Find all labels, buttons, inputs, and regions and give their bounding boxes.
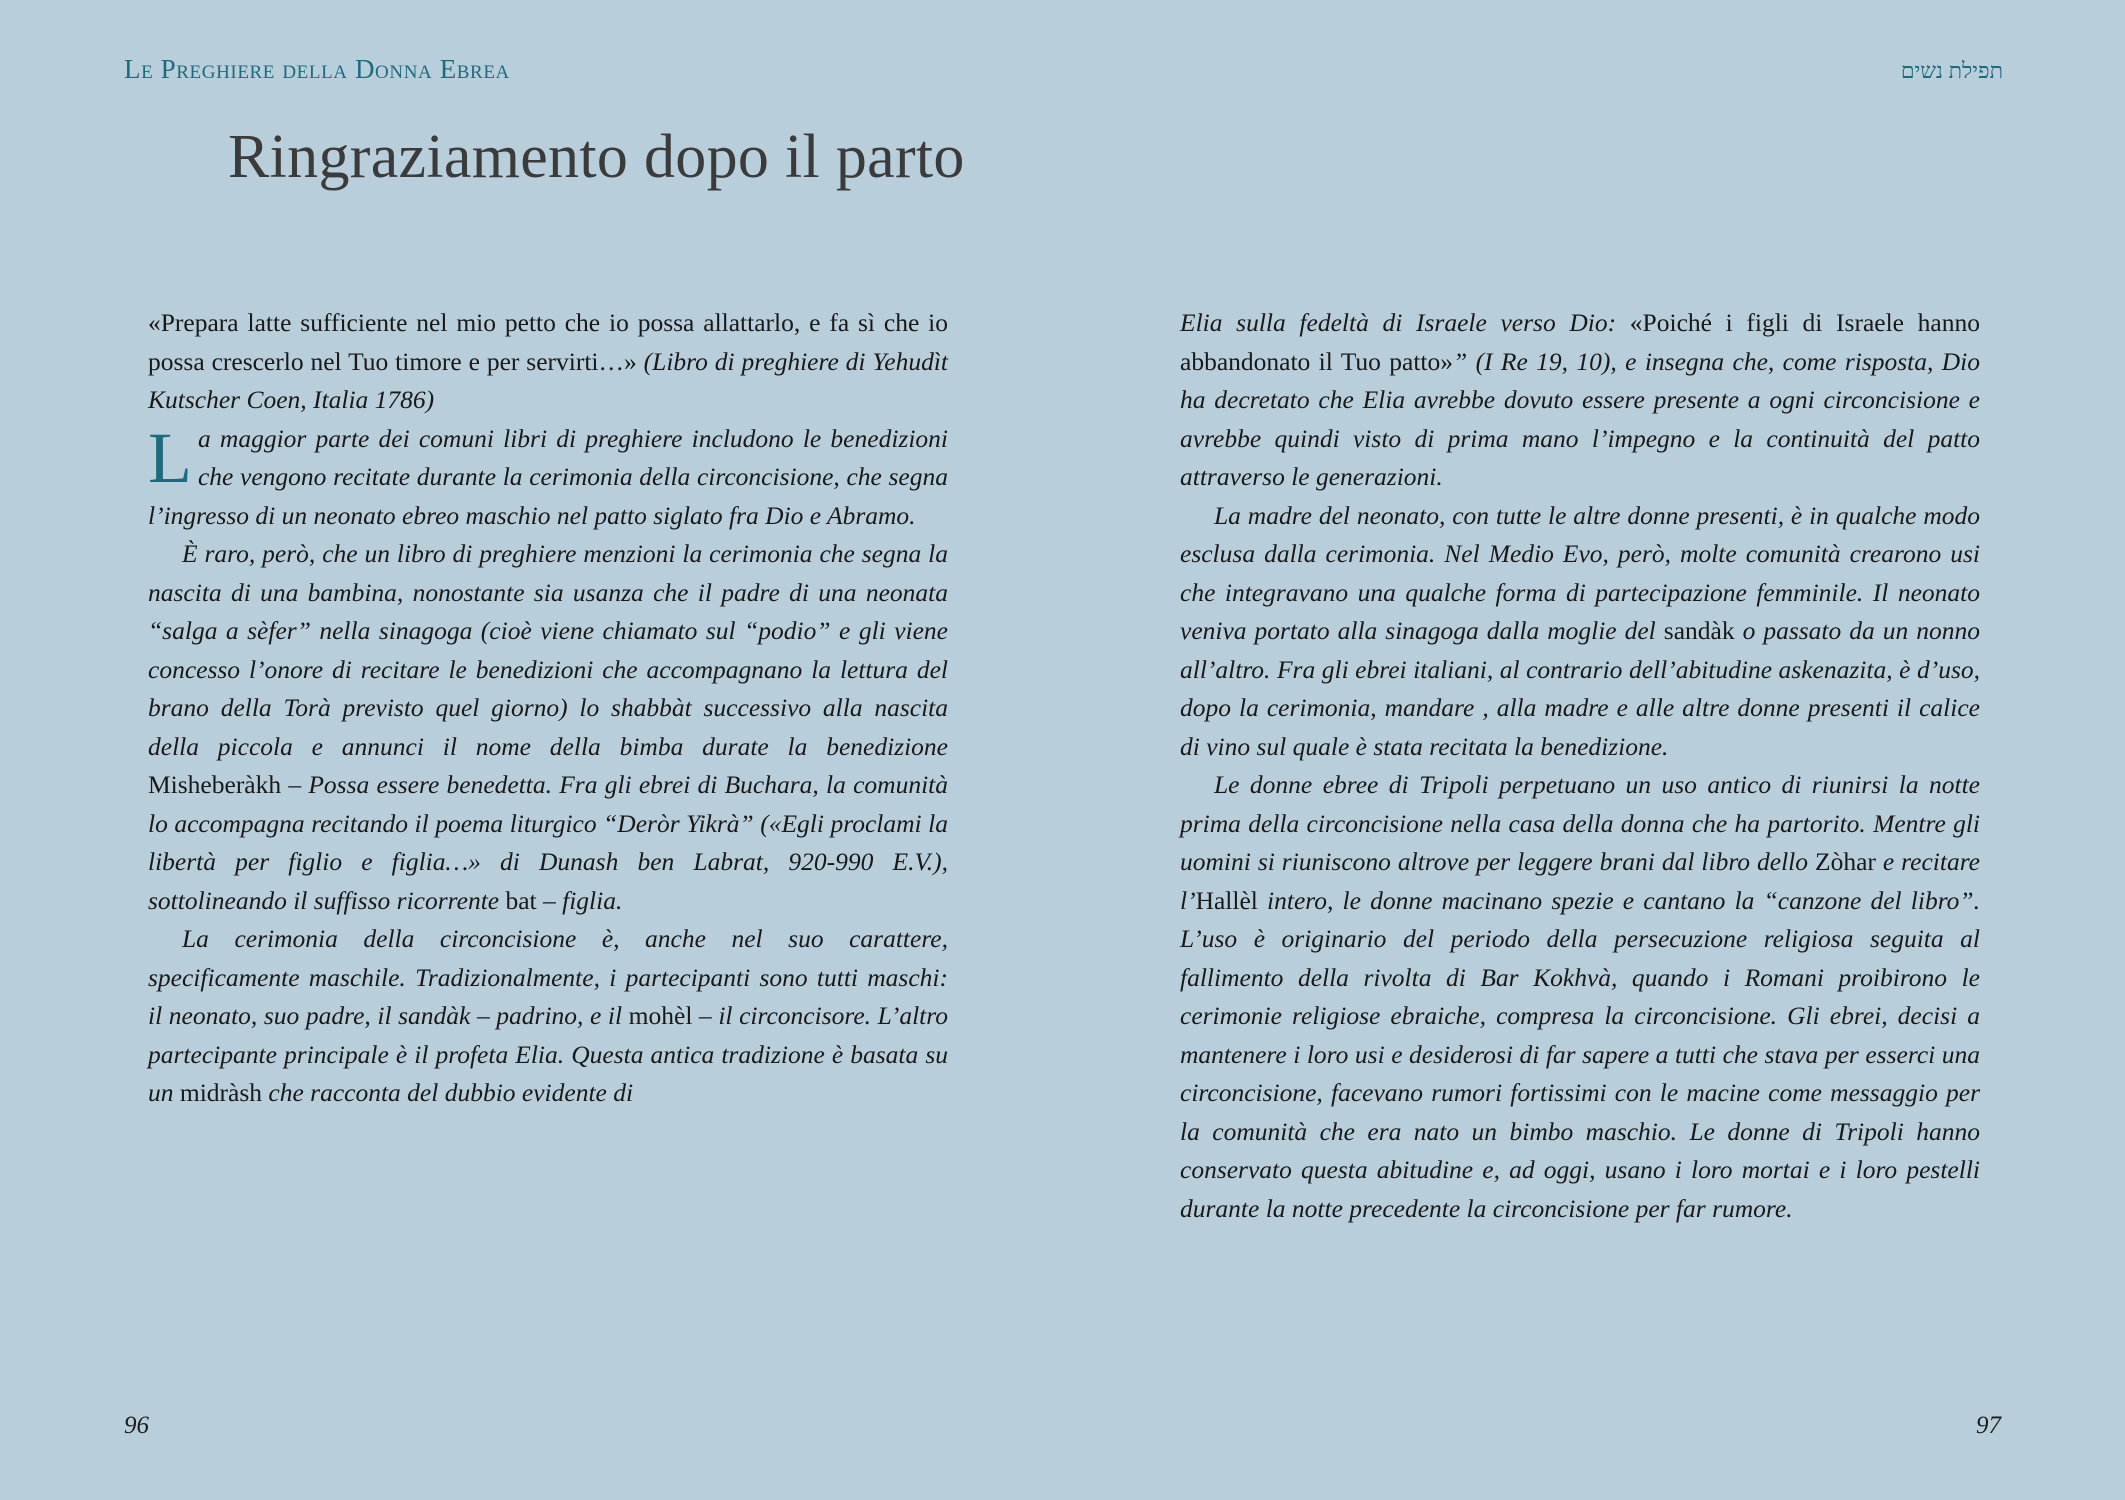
epigraph-quote: «Prepara latte sufficiente nel mio petto che io possa allattarlo, e fa sì che io possa crescerlo nel Tuo timore e per servirti…»: [148, 308, 948, 376]
term-zohar: Zòhar: [1815, 847, 1876, 876]
term-misheberakh: Misheberàkh: [148, 770, 282, 799]
running-head-left: Le Preghiere della Donna Ebrea: [124, 54, 510, 84]
body-paragraph-1: [148, 417, 948, 536]
body-paragraph-5-part-b: o passato da un nonno all’altro. Fra gli ebrei italiani, al contrario dell’abitudine askenazita, è d’uso, dopo la cerimonia, mandare , alla madre e alle altre donne presenti il calice di vino sul quale è stata recitata la benedizione.: [1180, 616, 1980, 761]
folio-page-number-left: 96: [124, 1412, 149, 1439]
column-left: [148, 304, 948, 1113]
body-paragraph-6-part-a: Le donne ebree di Tripoli perpetuano un uso antico di riunirsi la notte prima della circoncisione nella casa della donna che ha partorito. Mentre gli uomini si riuniscono altrove per leggere brani dal libro dello: [1180, 770, 1980, 876]
body-paragraph-6: [1180, 766, 1980, 1228]
body-paragraph-1-text: a maggior parte dei comuni libri di preghiere includono le benedizioni che vengono recitate durante la cerimonia della circoncisione, che segna l’ingresso di un neonato ebreo maschio nel patto siglato fra Dio e Abramo.: [148, 423, 948, 530]
epigraph-paragraph: [148, 304, 948, 420]
body-paragraph-5-part-a: La madre del neonato, con tutte le altre donne presenti, è in qualche modo esclusa dalla cerimonia. Nel Medio Evo, però, molte comunità crearono usi che integravano una qualche forma di partecipazione femminile. Il neonato veniva portato alla sinagoga dalla moglie del: [1180, 500, 1980, 645]
text-columns: [0, 304, 2125, 1223]
scripture-quote: «Poiché i figli di Israele hanno abbandonato il Tuo patto»: [1180, 308, 1980, 376]
term-bat: bat: [505, 885, 537, 915]
body-paragraph-6-part-b: e recitare l’: [1180, 847, 1980, 915]
column-right: [1180, 304, 1980, 1228]
term-midrash: midràsh: [179, 1078, 263, 1107]
term-mohel: mohèl: [628, 1001, 693, 1030]
body-paragraph-4-part-b: ” (I Re 19, 10), e insegna che, come risposta, Dio ha decretato che Elia avrebbe dovuto essere presente a ogni circoncisione e avrebbe quindi visto di prima mano l’impegno e la continuità del patto attraverso le generazioni.: [1180, 346, 1980, 491]
body-paragraph-3-part-b: – il circoncisore. L’altro partecipante principale è il profeta Elia. Questa antica tradizione è basata su un: [148, 1001, 948, 1107]
body-paragraph-5: [1180, 497, 1980, 767]
running-head-right-hebrew: תפילת נשים: [1900, 58, 2003, 83]
body-paragraph-3: [148, 920, 948, 1113]
body-paragraph-3-part-c: che racconta del dubbio evidente di: [262, 1078, 634, 1107]
body-paragraph-2: [148, 535, 948, 920]
body-paragraph-2-part-a: È raro, però, che un libro di preghiere menzioni la cerimonia che segna la nascita di una bambina, nonostante sia usanza che il padre di una neonata “salga a sèfer” nella sinagoga (cioè viene chiamato sul “podio” e gli viene concesso l’onore di recitare le benedizioni che accompagnano la lettura del brano della Torà previsto quel giorno) lo shabbàt successivo alla nascita della piccola e annunci il nome della bimba durate la benedizione: [148, 539, 948, 761]
body-paragraph-4-part-a: Elia sulla fedeltà di Israele verso Dio:: [1180, 308, 1630, 337]
body-paragraph-6-part-c: intero, le donne macinano spezie e cantano la “canzone del libro”. L’uso è originario del periodo della persecuzione religiosa seguita al fallimento della rivolta di Bar Kokhvà, quando i Romani proibirono le cerimonie religiose ebraiche, compresa la circoncisione. Gli ebrei, decisi a mantenere i loro usi e desiderosi di far sapere a tutti che stava per esserci una circoncisione, facevano rumori fortissimi con le macine come messaggio per la comunità che era nato un bimbo maschio. Le donne di Tripoli hanno conservato questa abitudine e, ad oggi, usano i loro mortai e i loro pestelli durante la notte precedente la circoncisione per far rumore.: [1180, 885, 1980, 1223]
term-hallel: Hallèl: [1195, 885, 1258, 915]
body-paragraph-2-part-c: – figlia.: [536, 885, 623, 915]
body-paragraph-3-part-a: La cerimonia della circoncisione è, anche nel suo carattere, specificamente maschile. Tradizionalmente, i partecipanti sono tutti maschi: il neonato, suo padre, il sandàk – padrino, e il: [148, 924, 948, 1030]
epigraph-source: (Libro di preghiere di Yehudìt Kutscher Coen, Italia 1786): [148, 346, 948, 414]
body-paragraph-2-part-b: – Possa essere benedetta. Fra gli ebrei di Buchara, la comunità lo accompagna recitando il poema liturgico “Deròr Yikrà” («Egli proclami la libertà per figlio e figlia…» di Dunash ben Labrat, 920-990 E.V.), sottolineando il suffisso ricorrente: [148, 770, 948, 915]
page-title: Ringraziamento dopo il parto: [228, 123, 965, 191]
folio-page-number-right: 97: [1976, 1412, 2001, 1439]
body-paragraph-4: [1180, 304, 1980, 497]
term-sandak: sandàk: [1663, 616, 1735, 645]
drop-cap-letter: L: [148, 417, 192, 498]
